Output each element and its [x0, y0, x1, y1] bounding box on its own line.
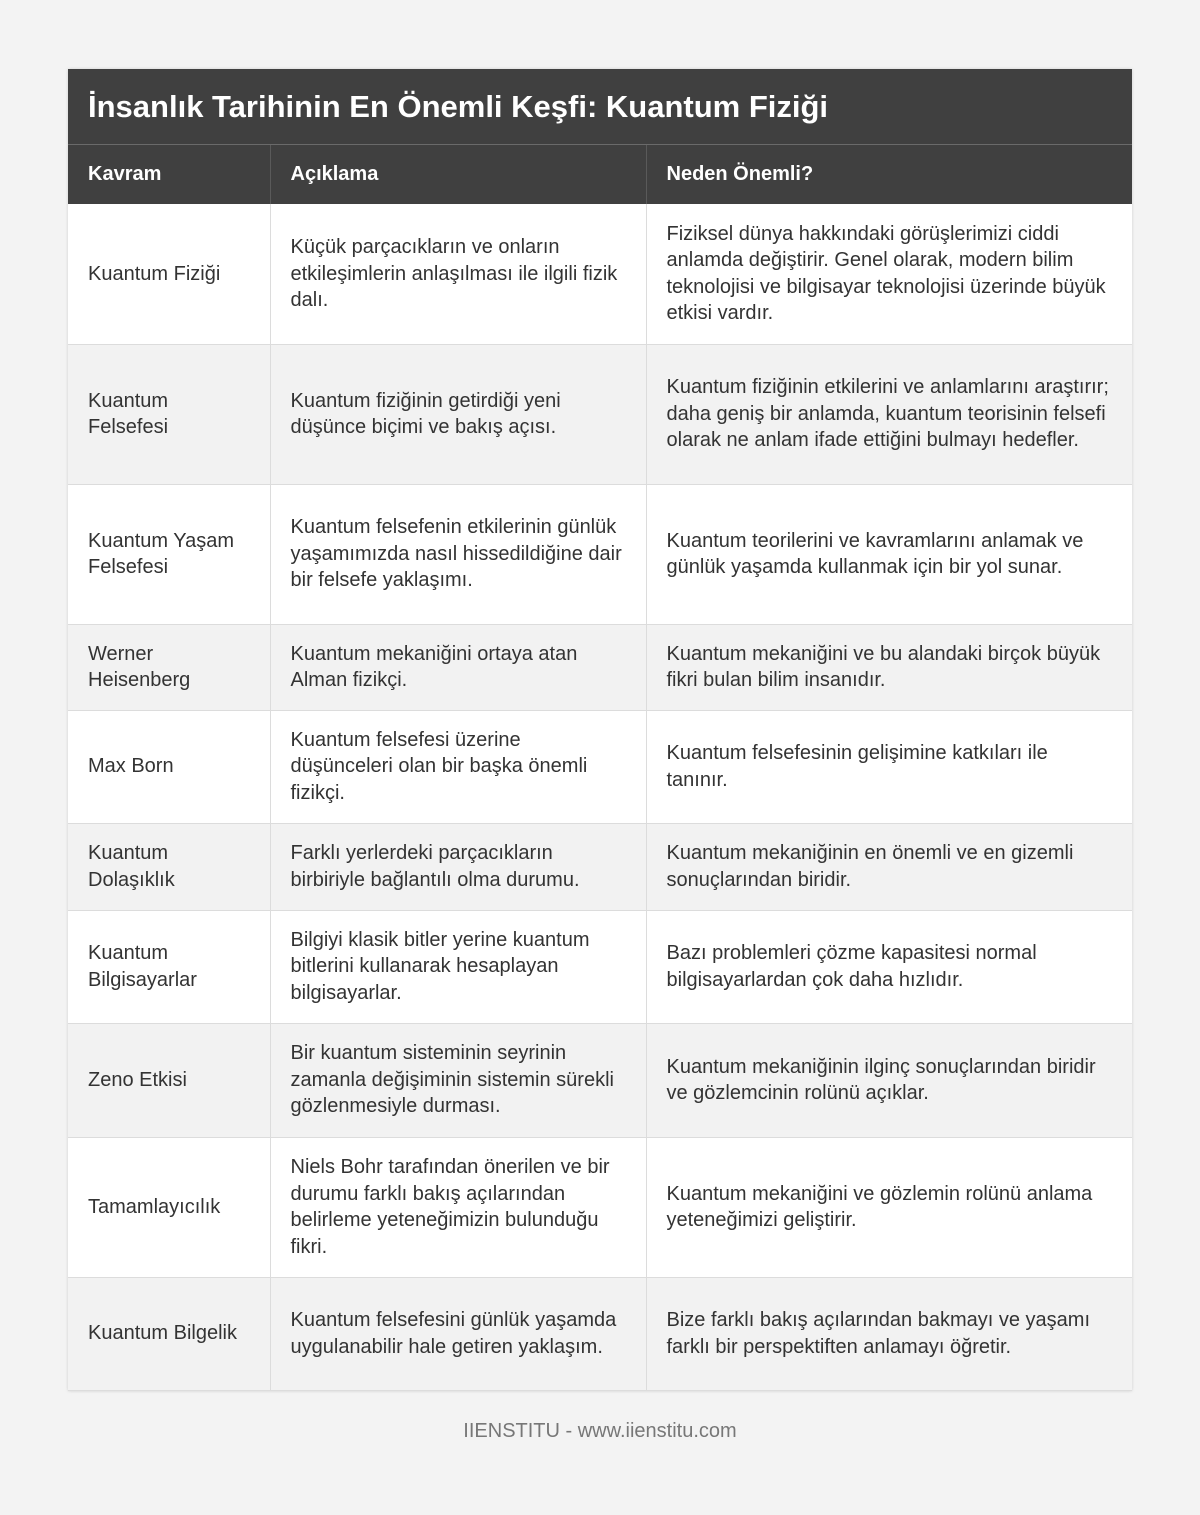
- table-row: [68, 1023, 1132, 1137]
- cell-aciklama: Bilgiyi klasik bitler yerine kuantum bitlerini kullanarak hesaplayan bilgisayarlar.: [270, 910, 646, 1023]
- cell-kavram: Zeno Etkisi: [68, 1023, 270, 1137]
- cell-aciklama: Bir kuantum sisteminin seyrinin zamanla değişiminin sistemin sürekli gözlenmesiyle durması.: [270, 1023, 646, 1137]
- cell-neden-onemli: Fiziksel dünya hakkındaki görüşlerimizi ciddi anlamda değiştirir. Genel olarak, modern bilim teknolojisi ve bilgisayar teknolojisi üzerinde büyük etkisi vardır.: [646, 204, 1132, 344]
- table-card: [68, 69, 1132, 1391]
- cell-neden-onemli: Kuantum mekaniğini ve gözlemin rolünü anlama yeteneğimizi geliştirir.: [646, 1137, 1132, 1277]
- cell-aciklama: Kuantum felsefenin etkilerinin günlük yaşamımızda nasıl hissedildiğine dair bir felsefe yaklaşımı.: [270, 484, 646, 624]
- header-kavram: Kavram: [68, 145, 270, 204]
- table-row: [68, 710, 1132, 823]
- cell-kavram: Kuantum Bilgelik: [68, 1277, 270, 1390]
- cell-neden-onemli: Kuantum mekaniğini ve bu alandaki birçok büyük fikri bulan bilim insanıdır.: [646, 624, 1132, 710]
- header-aciklama: Açıklama: [270, 145, 646, 204]
- cell-kavram: Kuantum Bilgisayarlar: [68, 910, 270, 1023]
- table-row: [68, 910, 1132, 1023]
- footer-credit: IIENSTITU - www.iienstitu.com: [463, 1420, 737, 1442]
- cell-neden-onemli: Kuantum mekaniğinin en önemli ve en gizemli sonuçlarından biridir.: [646, 823, 1132, 910]
- cell-neden-onemli: Bazı problemleri çözme kapasitesi normal bilgisayarlardan çok daha hızlıdır.: [646, 910, 1132, 1023]
- cell-neden-onemli: Kuantum felsefesinin gelişimine katkıları ile tanınır.: [646, 710, 1132, 823]
- cell-aciklama: Küçük parçacıkların ve onların etkileşimlerin anlaşılması ile ilgili fizik dalı.: [270, 204, 646, 344]
- cell-kavram: Max Born: [68, 710, 270, 823]
- cell-neden-onemli: Bize farklı bakış açılarından bakmayı ve yaşamı farklı bir perspektiften anlamayı öğretir.: [646, 1277, 1132, 1390]
- table-row: [68, 624, 1132, 710]
- cell-neden-onemli: Kuantum teorilerini ve kavramlarını anlamak ve günlük yaşamda kullanmak için bir yol sunar.: [646, 484, 1132, 624]
- table-row: [68, 344, 1132, 484]
- cell-neden-onemli: Kuantum mekaniğinin ilginç sonuçlarından biridir ve gözlemcinin rolünü açıklar.: [646, 1023, 1132, 1137]
- cell-aciklama: Kuantum fiziğinin getirdiği yeni düşünce biçimi ve bakış açısı.: [270, 344, 646, 484]
- cell-kavram: Tamamlayıcılık: [68, 1137, 270, 1277]
- table-header-row: [68, 145, 1132, 204]
- cell-kavram: Werner Heisenberg: [68, 624, 270, 710]
- cell-aciklama: Niels Bohr tarafından önerilen ve bir durumu farklı bakış açılarından belirleme yeteneğimizin bulunduğu fikri.: [270, 1137, 646, 1277]
- table-row: [68, 484, 1132, 624]
- cell-aciklama: Kuantum felsefesi üzerine düşünceleri olan bir başka önemli fizikçi.: [270, 710, 646, 823]
- cell-kavram: Kuantum Yaşam Felsefesi: [68, 484, 270, 624]
- cell-aciklama: Kuantum felsefesini günlük yaşamda uygulanabilir hale getiren yaklaşım.: [270, 1277, 646, 1390]
- table-row: [68, 1277, 1132, 1390]
- cell-kavram: Kuantum Fiziği: [68, 204, 270, 344]
- table-row: [68, 823, 1132, 910]
- table-row: [68, 204, 1132, 344]
- cell-kavram: Kuantum Felsefesi: [68, 344, 270, 484]
- header-neden-onemli: Neden Önemli?: [646, 145, 1132, 204]
- table-row: [68, 1137, 1132, 1277]
- cell-kavram: Kuantum Dolaşıklık: [68, 823, 270, 910]
- cell-aciklama: Kuantum mekaniğini ortaya atan Alman fizikçi.: [270, 624, 646, 710]
- cell-aciklama: Farklı yerlerdeki parçacıkların birbiriyle bağlantılı olma durumu.: [270, 823, 646, 910]
- page-title: İnsanlık Tarihinin En Önemli Keşfi: Kuantum Fiziği: [68, 69, 1132, 145]
- concept-table: [68, 145, 1132, 1391]
- cell-neden-onemli: Kuantum fiziğinin etkilerini ve anlamlarını araştırır; daha geniş bir anlamda, kuantum teorisinin felsefi olarak ne anlam ifade ettiğini bulmayı hedefler.: [646, 344, 1132, 484]
